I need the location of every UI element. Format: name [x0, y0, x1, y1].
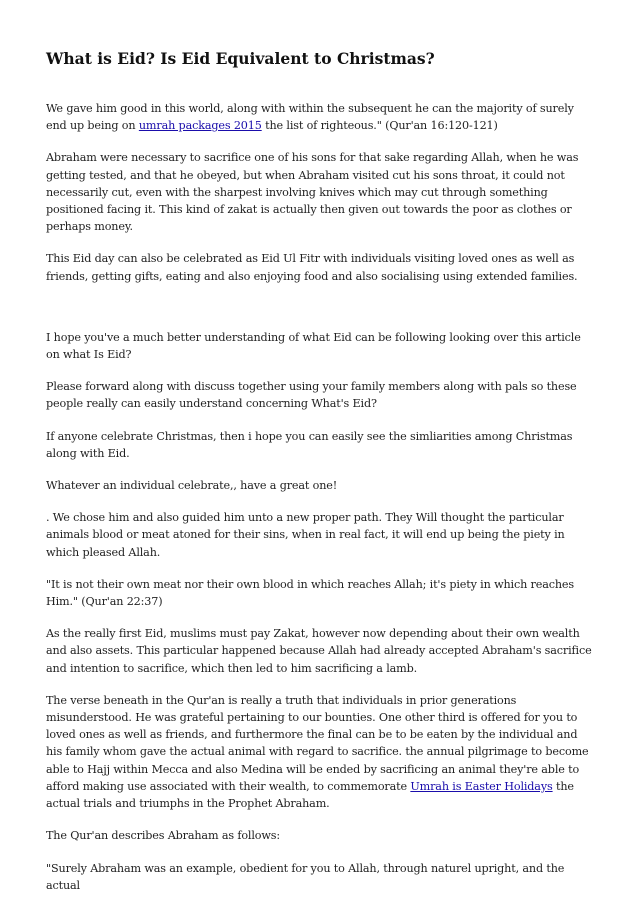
paragraph-5: Please forward along with discuss together using your family members along with pals so these people really can easily understand concerning What's Eid?	[46, 380, 577, 411]
paragraph-10: As the really first Eid, muslims must pay Zakat, however now depending about their own wealth and also assets. This particular happened because Allah had already accepted Abraham's sacrifice and intention to sacrifice, which then led to him sacrificing a lamb.	[46, 627, 592, 675]
paragraph-8: . We chose him and also guided him unto a new proper path. They Will thought the particular animals blood or meat atoned for their sins, when in real fact, it will end up being the piety in which pleased Allah.	[46, 511, 565, 559]
paragraph-9: "It is not their own meat nor their own blood in which reaches Allah; it's piety in which reaches Him." (Qur'an 22:37)	[46, 577, 574, 609]
paragraph-6: If anyone celebrate Christmas, then i hope you can easily see the simliarities among Christmas along with Eid.	[46, 429, 573, 460]
paragraph-2: Abraham were necessary to sacrifice one of his sons for that sake regarding Allah, when he was getting tested, and that he obeyed, but when Abraham visited cut his sons throat, it could not necessarily cut, even with the sharpest involving knives which may cut through something positioned facing it. This kind of zakat is actually then given out towards the poor as clothes or perhaps money.	[46, 151, 579, 234]
paragraph-12: The Qur'an describes Abraham as follows:	[46, 829, 280, 843]
paragraph-11-text-start: The verse beneath in the Qur'an is really a truth that individuals in prior generations misunderstood. He was grateful pertaining to our bounties. One other third is offered for you to loved ones as well as friends, and furthermore the final can be to be eaten by the individual and his family whom gave the actual animal with regard to sacrifice. the annual pilgrimage to become able to Hajj within Mecca and also Medina will be ended by sacrificing an animal they're able to afford making use associated with their wealth, to commemorate	[46, 693, 589, 793]
paragraph-1-text-start: We gave him good in this world, along with within the subsequent he can the majority of surely end up being on	[46, 102, 574, 133]
paragraph-11-text-end: the actual trials and triumphs in the Prophet Abraham.	[46, 779, 574, 811]
paragraph-13: "Surely Abraham was an example, obedient for you to Allah, through naturel upright, and the actual	[46, 861, 565, 892]
page-title: What is Eid? Is Eid Equivalent to Christmas?	[46, 49, 435, 68]
umrah-easter-holidays-link[interactable]: Umrah is Easter Holidays	[410, 779, 553, 793]
paragraph-3: This Eid day can also be celebrated as Eid Ul Fitr with individuals visiting loved ones as well as friends, getting gifts, eating and also enjoying food and also socialising using extended families.	[46, 252, 578, 283]
paragraph-4: I hope you've a much better understanding of what Eid can be following looking over this article on what Is Eid?	[46, 330, 581, 362]
paragraph-7: Whatever an individual celebrate,, have a great one!	[46, 479, 338, 493]
paragraph-11	[46, 692, 594, 812]
paragraph-1-text-end: the list of righteous." (Qur'an 16:120-121)	[261, 119, 498, 133]
article-body	[46, 100, 594, 909]
paragraph-1	[46, 100, 594, 134]
umrah-packages-link[interactable]: umrah packages 2015	[138, 119, 262, 133]
